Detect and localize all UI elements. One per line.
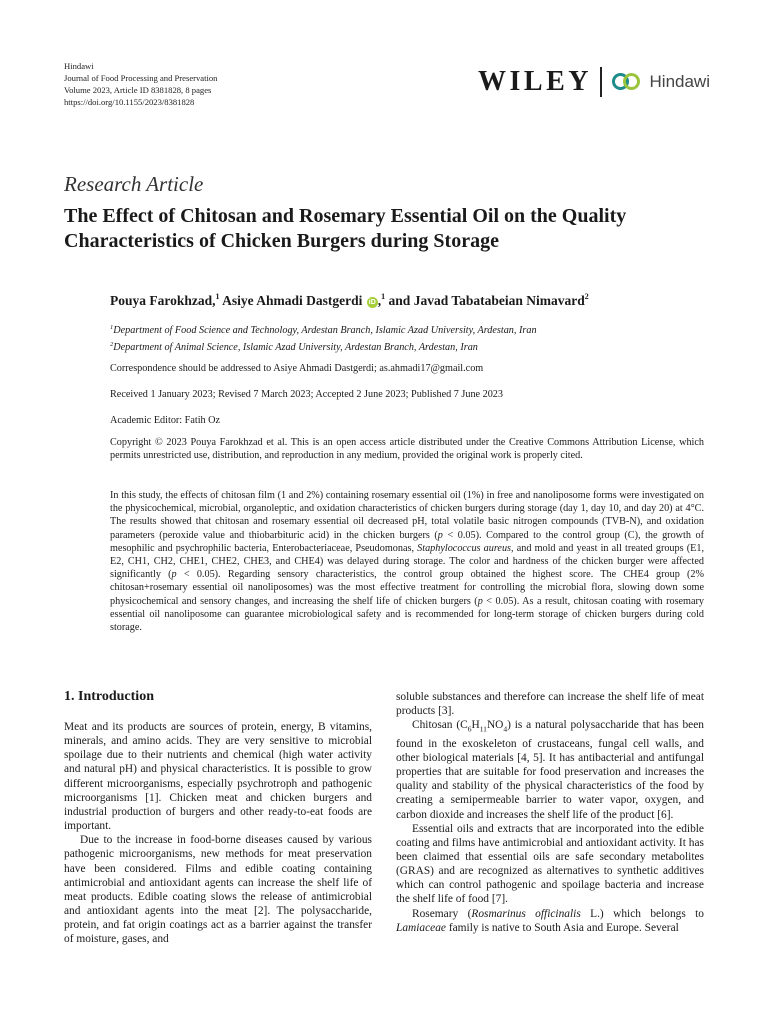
orcid-icon[interactable]: iD [368, 299, 376, 306]
affiliation-item: $^1$Department of Food Science and Technology, Ardestan Branch, Islamic Azad University, Ardestan, Iran [110, 324, 537, 336]
body-column-left [64, 688, 372, 947]
journal-name: Journal of Food Processing and Preservation [64, 73, 218, 83]
wiley-logo: WILEY [478, 66, 592, 97]
author-name: Pouya Farokhzad, [110, 293, 216, 308]
correspondence: Correspondence should be addressed to Asiye Ahmadi Dastgerdi; as.ahmadi17@gmail.com [110, 363, 484, 374]
body-column-right [396, 690, 704, 935]
author-list: Pouya Farokhzad,$^1$ Asiye Ahmadi Dastgerdi iD ,$^1$ and Javad Tabatabeian Nimavard$^2$ [110, 292, 589, 308]
publisher-logo [478, 62, 710, 102]
author-name: and Javad Tabatabeian Nimavard [388, 293, 585, 308]
author-affil-sup: 1 [215, 292, 220, 301]
body-paragraph: soluble substances and therefore can increase the shelf life of meat products [3]. [396, 691, 704, 718]
section-heading: 1. Introduction [64, 689, 154, 704]
affiliation-item: $^2$Department of Animal Science, Islamic Azad University, Ardestan Branch, Ardestan, Iran [110, 341, 478, 353]
hindawi-logo-text: Hindawi [649, 72, 710, 91]
body-paragraph: Due to the increase in food-borne diseases caused by various pathogenic microorganisms, new methods for meat preservation have been considered. Films and edible coating containing antimicrobial and antioxidant agents can increase the shelf life of meat products. Edible coating slows the release of antimicrobial and antioxidant agents into the meat [2]. The polysaccharide, protein, and fat origin coatings act as a barrier against the transfer of moisture, gases, and [64, 834, 372, 946]
publisher-name: Hindawi [64, 61, 94, 71]
body-paragraph: Meat and its products are sources of protein, energy, B vitamins, minerals, and amino acids. They are very sensitive to microbial spoilage due to their nutrients and chemical (high water activity and natural pH) and physical characteristics. It is possible to grow different microorganisms, especially psychrotroph and pathogenic microorganisms [1]. Chicken meat and chicken burgers and industrial production of burgers and other ready-to-eat foods are important. [64, 721, 372, 833]
copyright-notice: Copyright © 2023 Pouya Farokhzad et al. This is an open access article distributed under the Creative Commons Attribution License, which permits unrestricted use, distribution, and reproduction in any medium, provided the original work is properly cited. [110, 437, 704, 462]
doi-link[interactable]: https://doi.org/10.1155/2023/8381828 [64, 97, 195, 107]
academic-editor: Academic Editor: Fatih Oz [110, 415, 221, 426]
author-name: Asiye Ahmadi Dastgerdi [222, 293, 363, 308]
article-type: Research Article [64, 172, 204, 196]
publication-dates: Received 1 January 2023; Revised 7 March 2023; Accepted 2 June 2023; Published 7 June 2023 [110, 389, 503, 400]
body-paragraph: Rosemary (Rosmarinus officinalis L.) which belongs to Lamiaceae family is native to South Asia and Europe. Several [396, 907, 705, 934]
hindawi-rings-icon [612, 71, 646, 93]
affiliations [110, 321, 537, 355]
body-paragraph: Chitosan $(C_6H_{11}NO_4)$ is a natural polysaccharide that has been found in the exoskeleton of crustaceans, fungal cell walls, and other biological materials [4, 5]. It has antibacterial and antifungal properties that are suitable for food preservation and increases the quality and stability of the physical characteristics of the food by creating a semipermeable barrier to water vapor, oxygen, and carbon dioxide and increases the shelf life of the product [6]. [396, 719, 704, 821]
abstract: In this study, the effects of chitosan film (1 and 2%) containing rosemary essential oil (1%) in free and nanoliposome forms were investigated on the physicochemical, microbial, organoleptic, and oxidation characteristics of chicken burgers during storage (day 1, day 10, and day 20) at 4°C. The results showed that chitosan and rosemary essential oil decreased pH, total volatile basic nitrogen compounds (TVB-N), and oxidation parameters (peroxide value and thiobarbituric acid) in the chicken burgers (p < 0.05). Compared to the control group (C), the growth of mesophilic and psychrophilic bacteria, Enterobacteriaceae, Pseudomonas, Staphylococcus aureus, and mold and yeast in all treated groups (E1, E2, CH1, CH2, CHE1, CHE2, CHE3, and CHE4) was delayed during storage. The color and hardness of the chicken burger were affected significantly (p < 0.05). Regarding sensory characteristics, the control group obtained the highest score. The CHE4 group (2% chitosan+rosemary essential oil nanoliposomes) was the most effective treatment for controlling the microbial flora, slowing down some physicochemical and sensory changes, and increasing the shelf life of chicken burgers (p < 0.05). As a result, chitosan coating with rosemary essential oil nanoliposome can guarantee microbiological safety and is recommended for long-term storage of chicken burgers during cold storage. [110, 490, 704, 634]
body-paragraph: Essential oils and extracts that are incorporated into the edible coating and films have antimicrobial and antioxidant activity. It has been claimed that essential oils are safe secondary metabolites (GRAS) and are recognized as alternatives to synthetic additives which can control pathogenic and spoilage bacteria and increase the shelf life of food [7]. [396, 822, 704, 906]
author-affil-sup: 2 [584, 292, 589, 301]
volume-line: Volume 2023, Article ID 8381828, 8 pages [64, 85, 212, 95]
logo-divider [600, 67, 602, 97]
author-affil-sup: 1 [381, 292, 386, 301]
article-title: The Effect of Chitosan and Rosemary Essential Oil on the Quality Characteristics of Chicken Burgers during Storage [64, 205, 627, 252]
journal-info [64, 60, 217, 108]
